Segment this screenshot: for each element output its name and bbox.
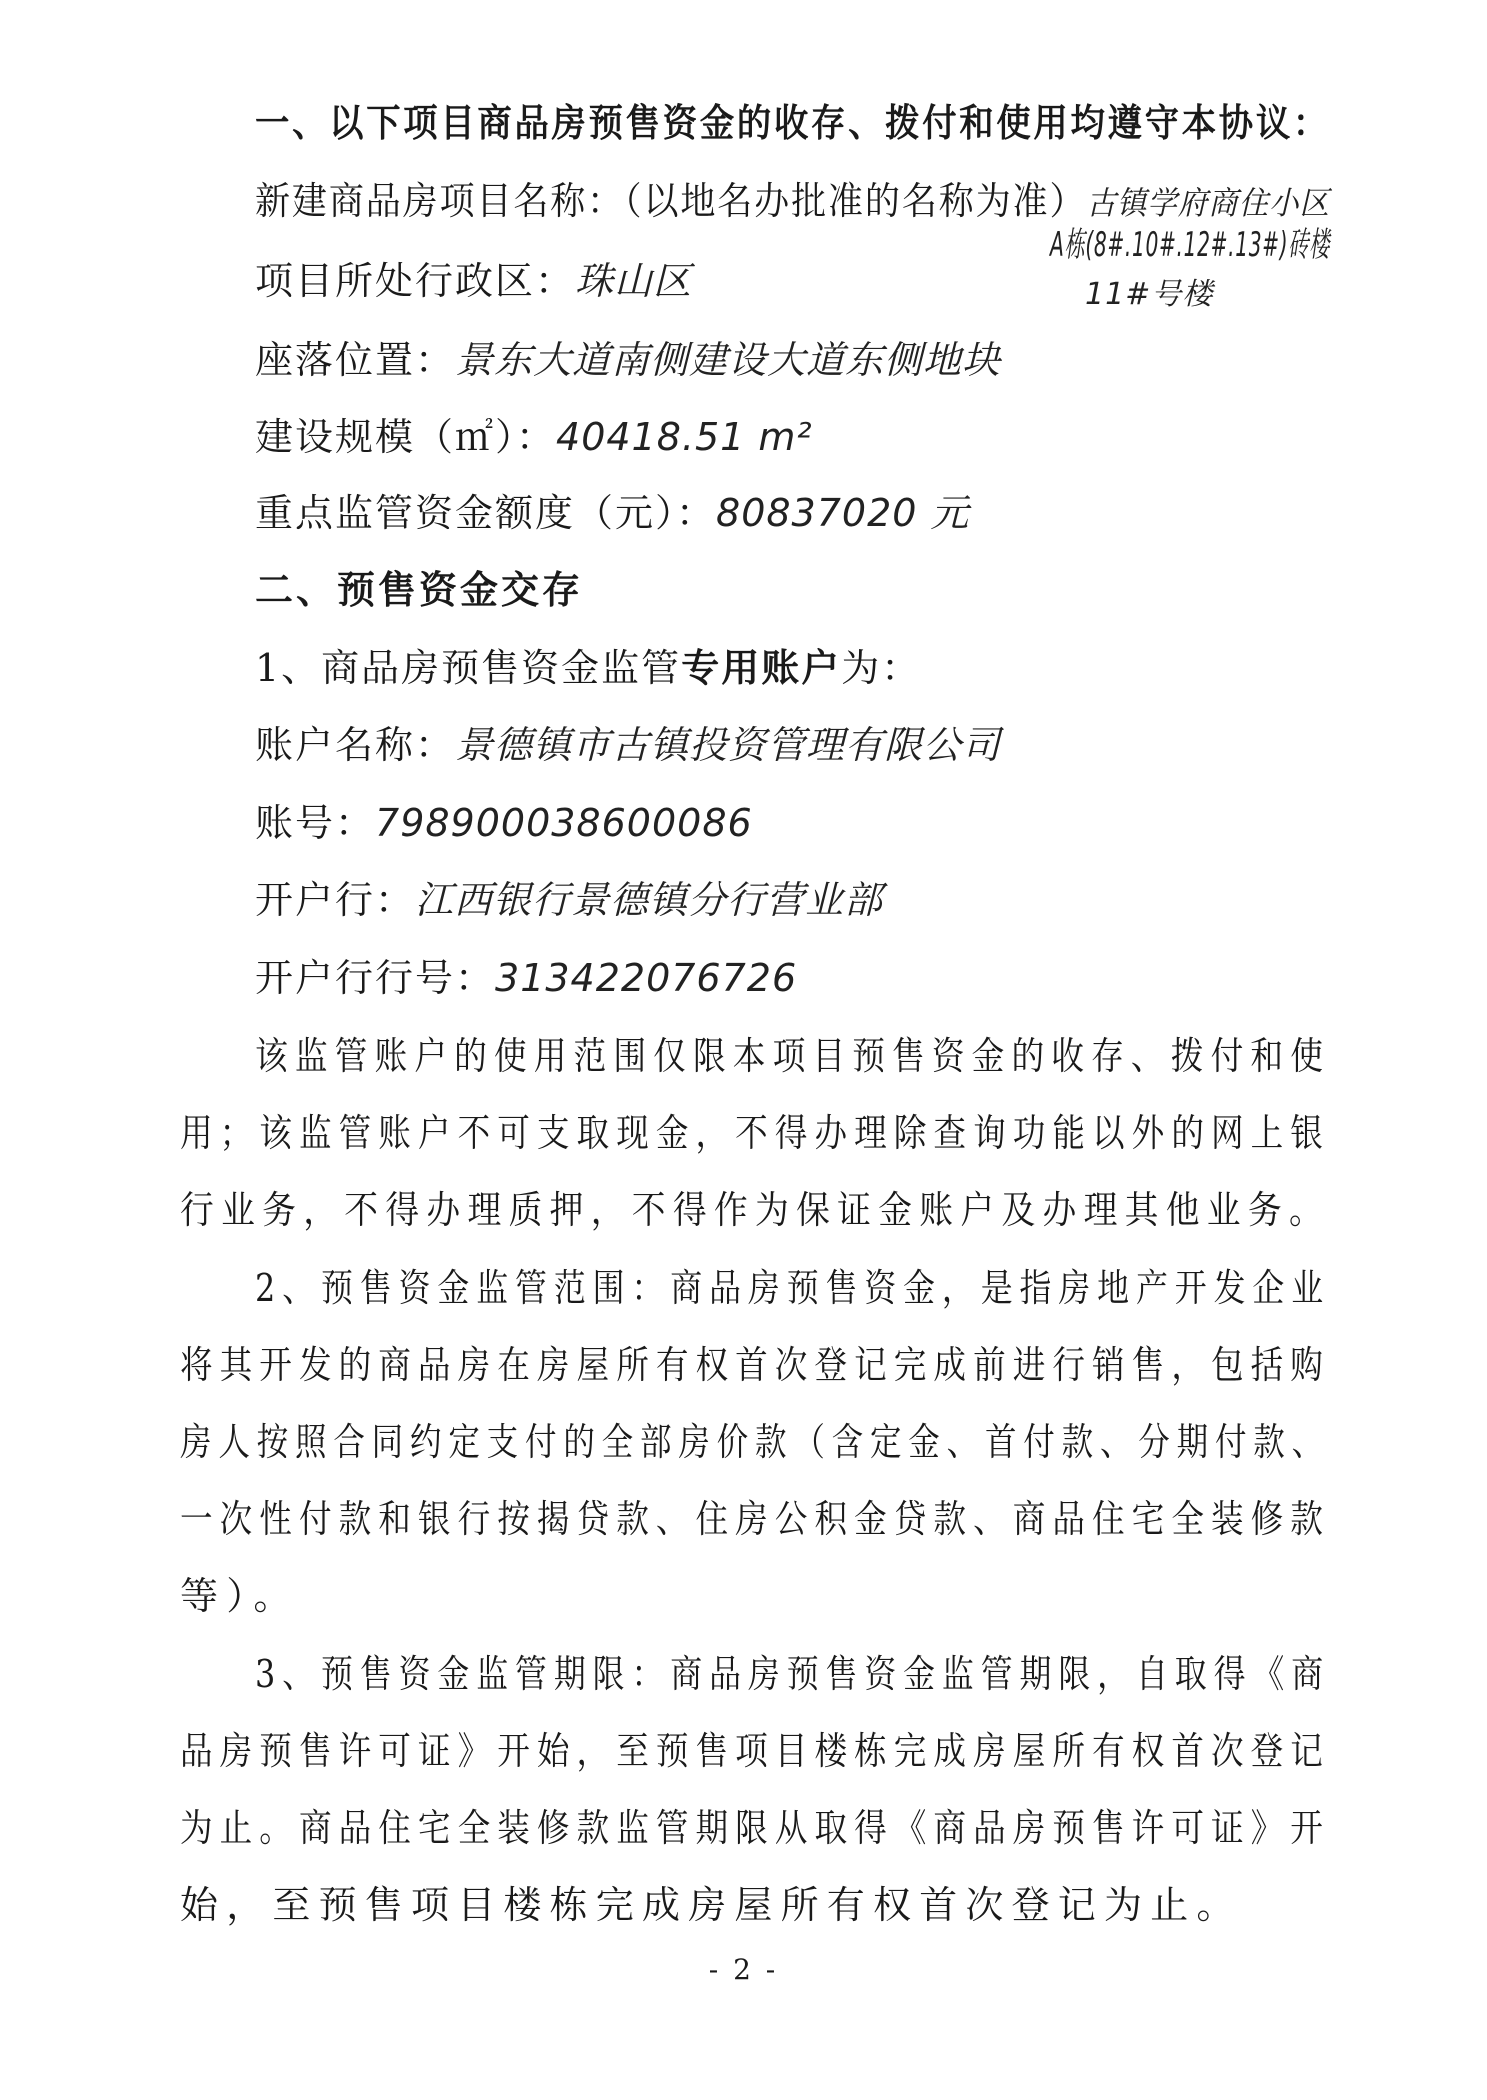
account-no-row	[255, 800, 753, 846]
account-name-value: 景德镇市古镇投资管理有限公司	[455, 723, 1002, 767]
para2-line-5: 等）。	[180, 1574, 300, 1618]
location-row	[255, 337, 1001, 383]
scale-value: 40418.51 m²	[556, 415, 813, 459]
account-no-label: 账号：	[255, 801, 376, 845]
account-name-label: 账户名称：	[255, 723, 456, 767]
para2-line-4: 一次性付款和银行按揭贷款、住房公积金贷款、商品住宅全装修款	[180, 1497, 1330, 1541]
scale-row	[255, 414, 813, 460]
para1-line-2: 用；该监管账户不可支取现金，不得办理除查询功能以外的网上银	[180, 1111, 1330, 1155]
para3-line-2: 品房预售许可证》开始，至预售项目楼栋完成房屋所有权首次登记	[180, 1729, 1330, 1773]
project-name-row	[255, 178, 1330, 226]
para2-line-2: 将其开发的商品房在房屋所有权首次登记完成前进行销售，包括购	[180, 1343, 1330, 1387]
district-value: 珠山区	[575, 259, 693, 303]
para1-line-1: 该监管账户的使用范围仅限本项目预售资金的收存、拨付和使	[255, 1034, 1331, 1078]
project-name-value-line2: A栋(8#.10#.12#.13#)砖楼	[1050, 225, 1331, 265]
page-number: - 2 -	[708, 1953, 779, 1986]
section1-heading: 一、以下项目商品房预售资金的收存、拨付和使用均遵守本协议：	[255, 100, 1330, 145]
bank-label: 开户行：	[255, 878, 416, 922]
bank-no-label: 开户行行号：	[255, 956, 496, 1000]
bank-no-row	[255, 955, 797, 1001]
para3-line-1: 3、预售资金监管期限：商品房预售资金监管期限，自取得《商	[255, 1652, 1331, 1696]
scale-label: 建设规模（㎡）：	[255, 415, 557, 459]
quota-label: 重点监管资金额度（元）：	[255, 491, 717, 535]
item1-suffix: 为：	[841, 646, 922, 690]
item1-prefix: 1、商品房预售资金监管	[255, 646, 682, 690]
district-label: 项目所处行政区：	[255, 259, 576, 303]
section2-heading: 二、预售资金交存	[255, 567, 584, 612]
para2-line-1: 2、预售资金监管范围：商品房预售资金，是指房地产开发企业	[255, 1266, 1331, 1310]
project-name-value-line3: 11#号楼	[1085, 277, 1214, 312]
para3-line-4: 始，至预售项目楼栋完成房屋所有权首次登记为止。	[180, 1883, 1243, 1927]
para3-line-3: 为止。商品住宅全装修款监管期限从取得《商品房预售许可证》开	[180, 1806, 1330, 1850]
para2-line-3: 房人按照合同约定支付的全部房价款（含定金、首付款、分期付款、	[180, 1420, 1330, 1464]
bank-value: 江西银行景德镇分行营业部	[415, 878, 884, 922]
district-row	[255, 258, 692, 304]
para1-line-3: 行业务，不得办理质押，不得作为保证金账户及办理其他业务。	[180, 1188, 1331, 1232]
location-value: 景东大道南侧建设大道东侧地块	[455, 338, 1002, 382]
account-no-value: 798900038600086	[375, 801, 753, 845]
bank-row	[255, 877, 883, 923]
item1-row	[255, 645, 921, 691]
bank-no-value: 313422076726	[495, 956, 798, 1000]
quota-value: 80837020 元	[716, 491, 970, 535]
item1-bold: 专用账户	[681, 645, 842, 690]
account-name-row	[255, 722, 1001, 768]
location-label: 座落位置：	[255, 338, 456, 382]
project-name-label: 新建商品房项目名称：（以地名办批准的名称为准）	[255, 179, 1087, 223]
project-name-value: 古镇学府商住小区	[1086, 184, 1330, 222]
quota-row	[255, 490, 970, 536]
